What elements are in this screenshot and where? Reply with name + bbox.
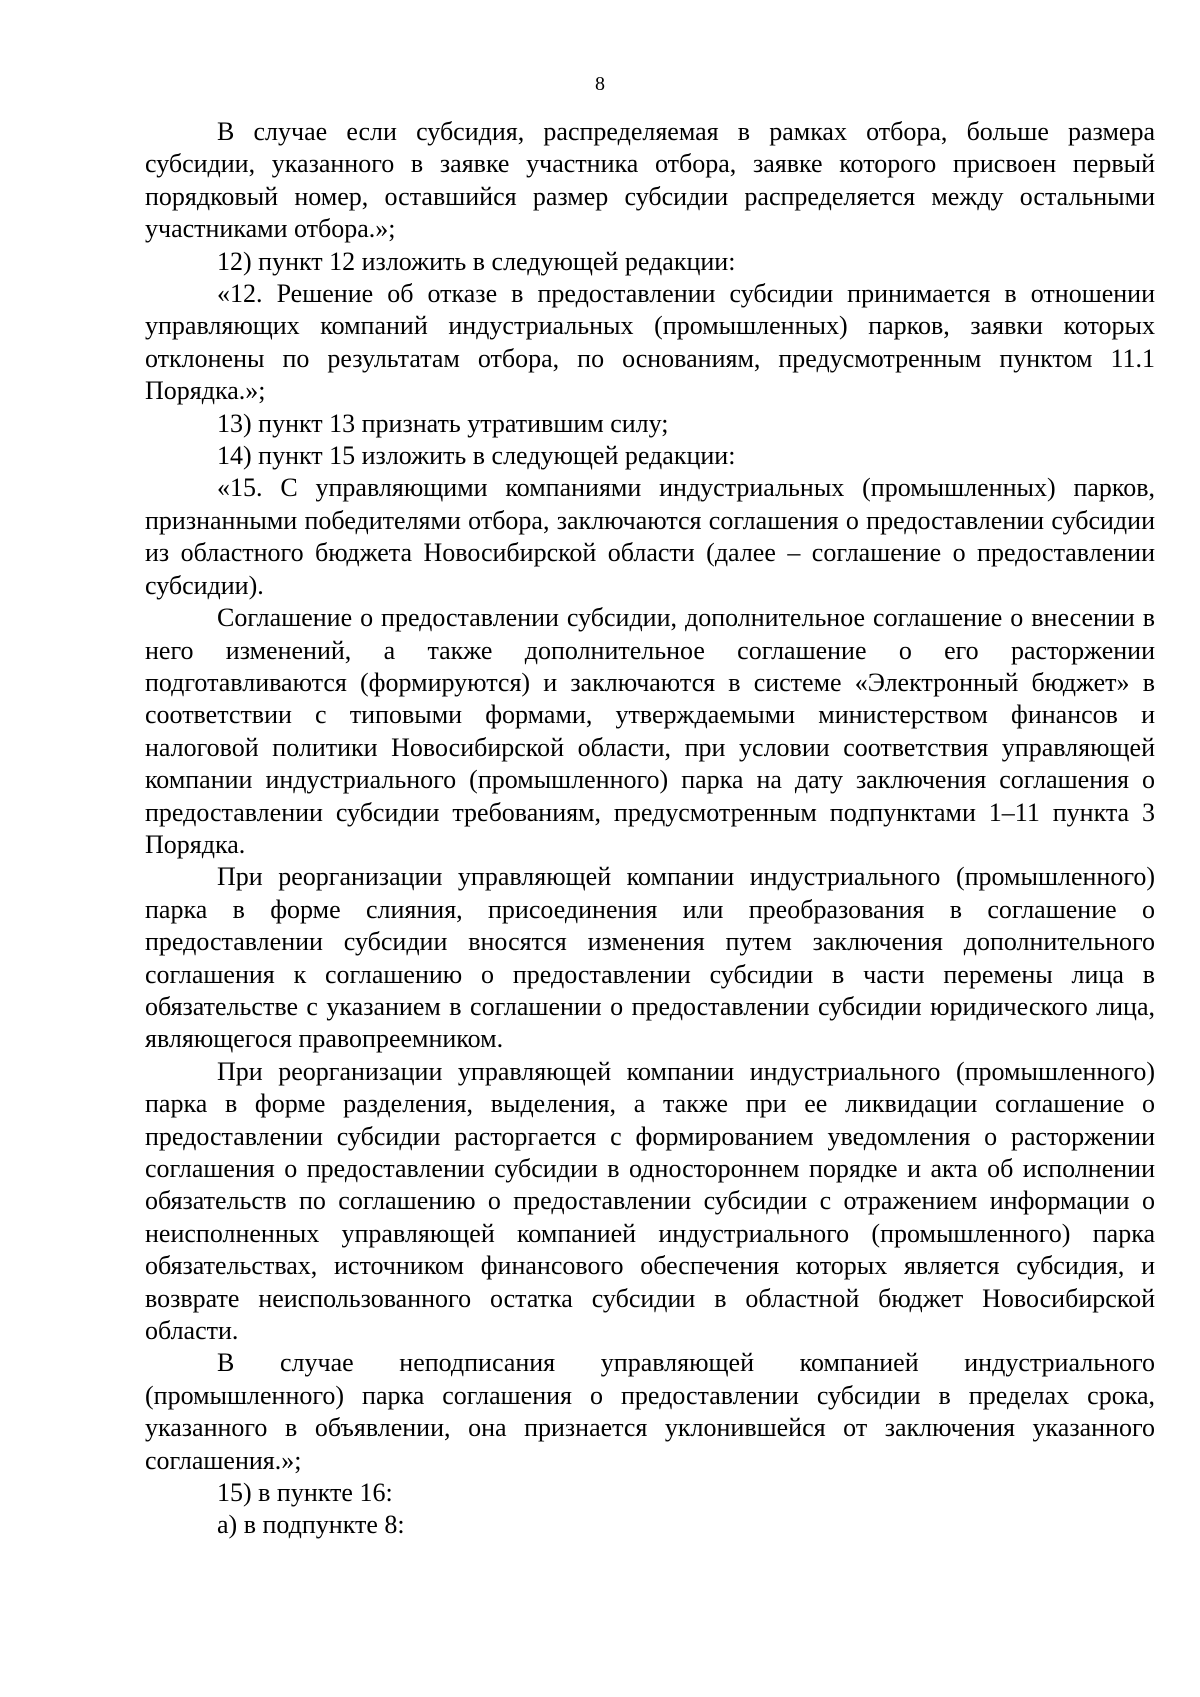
paragraph-item-14: 14) пункт 15 изложить в следующей редакции: xyxy=(217,441,736,471)
paragraph-agreement-system: Соглашение о предоставлении субсидии, дополнительное соглашение о внесении в него изменений, а также дополнительное соглашение о его расторжении подготавливаются (формируются) и заключаются в системе «Электронный бюджет» в соответствии с типовыми формами, утверждаемыми министерством финансов и налоговой политики Новосибирской области, при условии соответствия управляющей компании индустриального (промышленного) парка на дату заключения соглашения о предоставлении субсидии требованиям, предусмотренным подпунктами 1–11 пункта 3 Порядка. xyxy=(145,603,1155,859)
paragraph-item-12: 12) пункт 12 изложить в следующей редакции: xyxy=(217,246,736,276)
paragraph-non-signing: В случае неподписания управляющей компанией индустриального (промышленного) парка соглашения о предоставлении субсидии в пределах срока, указанного в объявлении, она признается уклонившейся от заключения указанного соглашения.»; xyxy=(145,1348,1155,1475)
paragraph-subsidy-distribution: В случае если субсидия, распределяемая в рамках отбора, больше размера субсидии, указанного в заявке участника отбора, заявке которого присвоен первый порядковый номер, оставшийся размер субсидии распределяется между остальными участниками отбора.»; xyxy=(145,117,1155,244)
paragraph-clause-15: «15. С управляющими компаниями индустриальных (промышленных) парков, признанными победителями отбора, заключаются соглашения о предоставлении субсидии из областного бюджета Новосибирской области (далее – соглашение о предоставлении субсидии). xyxy=(145,473,1155,600)
paragraph-reorganization-merger: При реорганизации управляющей компании индустриального (промышленного) парка в форме слияния, присоединения или преобразования в соглашение о предоставлении субсидии вносятся изменения путем заключения дополнительного соглашения к соглашению о предоставлении субсидии в части перемены лица в обязательстве с указанием в соглашении о предоставлении субсидии юридического лица, являющегося правопреемником. xyxy=(145,862,1155,1054)
page-number: 8 xyxy=(595,73,605,95)
paragraph-item-15: 15) в пункте 16: xyxy=(217,1478,393,1508)
paragraph-item-13: 13) пункт 13 признать утратившим силу; xyxy=(217,408,669,438)
document-body xyxy=(145,116,1155,1542)
paragraph-subitem-a: а) в подпункте 8: xyxy=(217,1510,405,1540)
paragraph-clause-12: «12. Решение об отказе в предоставлении субсидии принимается в отношении управляющих компаний индустриальных (промышленных) парков, заявки которых отклонены по результатам отбора, по основаниям, предусмотренным пунктом 11.1 Порядка.»; xyxy=(145,279,1155,406)
paragraph-reorganization-division: При реорганизации управляющей компании индустриального (промышленного) парка в форме разделения, выделения, а также при ее ликвидации соглашение о предоставлении субсидии расторгается с формированием уведомления о расторжении соглашения о предоставлении субсидии в одностороннем порядке и акта об исполнении обязательств по соглашению о предоставлении субсидии с отражением информации о неисполненных управляющей компанией индустриального (промышленного) парка обязательствах, источником финансового обеспечения которых является субсидия, и возврате неиспользованного остатка субсидии в областной бюджет Новосибирской области. xyxy=(145,1056,1155,1346)
